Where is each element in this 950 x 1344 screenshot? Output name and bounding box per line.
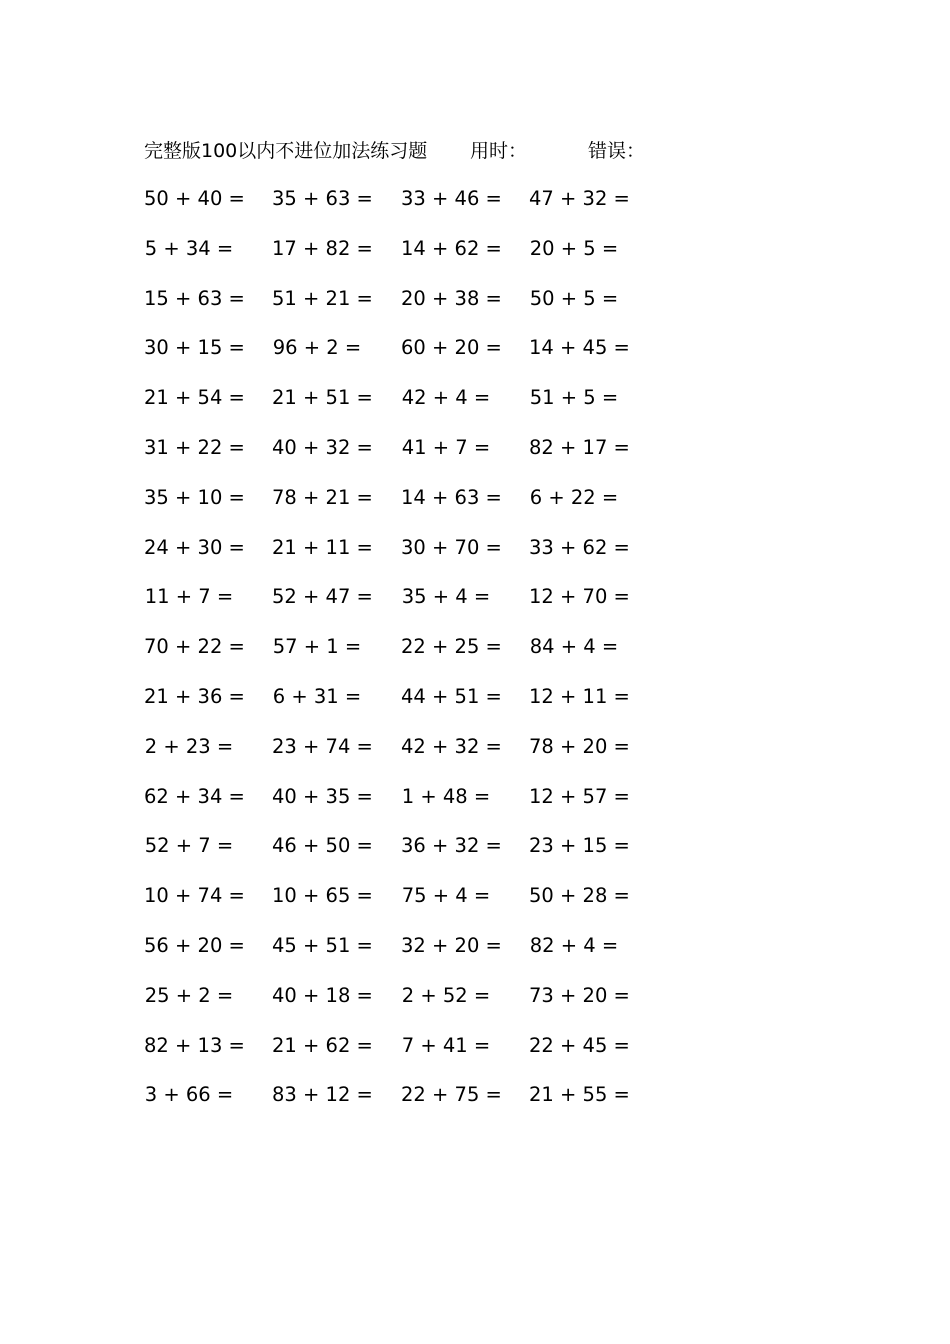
addition-problem: 20 + 5 = (529, 236, 619, 260)
problem-row (144, 582, 684, 632)
addition-problem: 21 + 55 = (529, 1083, 630, 1107)
problem-row (144, 931, 684, 981)
addition-problem: 30 + 15 = (144, 336, 245, 360)
addition-problem: 35 + 10 = (144, 485, 245, 509)
addition-problem: 14 + 45 = (529, 336, 630, 360)
addition-problem: 73 + 20 = (529, 983, 630, 1007)
addition-problem: 24 + 30 = (144, 535, 245, 559)
addition-problem: 14 + 63 = (401, 485, 502, 509)
addition-problem: 22 + 45 = (529, 1033, 630, 1057)
error-label: 错误： (588, 140, 646, 162)
addition-problem: 56 + 20 = (144, 933, 245, 957)
addition-problem: 78 + 21 = (272, 485, 373, 509)
addition-problem: 40 + 35 = (272, 784, 373, 808)
time-label: 用时： (470, 140, 528, 162)
addition-problem: 46 + 50 = (272, 834, 373, 858)
addition-problem: 21 + 51 = (272, 386, 373, 410)
addition-problem: 84 + 4 = (529, 635, 619, 659)
addition-problem: 62 + 34 = (144, 784, 245, 808)
addition-problem: 17 + 82 = (272, 236, 373, 260)
addition-problem: 7 + 41 = (401, 1033, 491, 1057)
addition-problem: 50 + 28 = (529, 884, 630, 908)
addition-problem: 50 + 5 = (529, 286, 619, 310)
addition-problem: 42 + 32 = (401, 734, 502, 758)
problem-row (144, 632, 684, 682)
addition-problem: 14 + 62 = (401, 236, 502, 260)
problem-grid (144, 184, 684, 1130)
addition-problem: 36 + 32 = (401, 834, 502, 858)
problem-row (144, 732, 684, 782)
problem-row (144, 533, 684, 583)
addition-problem: 82 + 4 = (529, 933, 619, 957)
addition-problem: 50 + 40 = (144, 187, 245, 210)
addition-problem: 6 + 22 = (529, 485, 619, 509)
addition-problem: 33 + 62 = (529, 535, 630, 559)
problem-row (144, 881, 684, 931)
addition-problem: 21 + 36 = (144, 684, 245, 708)
addition-problem: 21 + 62 = (272, 1033, 373, 1057)
addition-problem: 23 + 74 = (272, 734, 373, 758)
problem-row (144, 333, 684, 383)
addition-problem: 20 + 38 = (401, 286, 502, 310)
addition-problem: 96 + 2 = (272, 336, 362, 360)
problem-row (144, 682, 684, 732)
addition-problem: 40 + 32 = (272, 435, 373, 459)
addition-problem: 52 + 7 = (144, 834, 234, 858)
addition-problem: 75 + 4 = (401, 884, 491, 908)
addition-problem: 22 + 25 = (401, 635, 502, 659)
addition-problem: 23 + 15 = (529, 834, 630, 858)
addition-problem: 82 + 17 = (529, 435, 630, 459)
addition-problem: 60 + 20 = (401, 336, 502, 360)
addition-problem: 31 + 22 = (144, 435, 245, 459)
addition-problem: 51 + 5 = (529, 386, 619, 410)
addition-problem: 35 + 4 = (401, 585, 491, 609)
addition-problem: 45 + 51 = (272, 933, 373, 957)
addition-problem: 21 + 54 = (144, 386, 245, 410)
problem-row (144, 284, 684, 334)
addition-problem: 15 + 63 = (144, 286, 245, 310)
addition-problem: 32 + 20 = (401, 933, 502, 957)
addition-problem: 5 + 34 = (144, 236, 234, 260)
addition-problem: 57 + 1 = (272, 635, 362, 659)
problem-row (144, 981, 684, 1031)
addition-problem: 40 + 18 = (272, 983, 373, 1007)
addition-problem: 10 + 65 = (272, 884, 373, 908)
addition-problem: 82 + 13 = (144, 1033, 245, 1057)
addition-problem: 42 + 4 = (401, 386, 491, 410)
addition-problem: 41 + 7 = (401, 435, 491, 459)
addition-problem: 51 + 21 = (272, 286, 373, 310)
addition-problem: 47 + 32 = (529, 187, 630, 210)
addition-problem: 2 + 23 = (144, 734, 234, 758)
problem-row (144, 234, 684, 284)
addition-problem: 30 + 70 = (401, 535, 502, 559)
addition-problem: 3 + 66 = (144, 1083, 234, 1107)
addition-problem: 12 + 11 = (529, 684, 630, 708)
addition-problem: 22 + 75 = (401, 1083, 502, 1107)
addition-problem: 78 + 20 = (529, 734, 630, 758)
problem-row (144, 831, 684, 881)
addition-problem: 2 + 52 = (401, 983, 491, 1007)
addition-problem: 11 + 7 = (144, 585, 234, 609)
problem-row (144, 1031, 684, 1081)
addition-problem: 52 + 47 = (272, 585, 373, 609)
addition-problem: 83 + 12 = (272, 1083, 373, 1107)
addition-problem: 21 + 11 = (272, 535, 373, 559)
problem-row (144, 782, 684, 832)
addition-problem: 12 + 57 = (529, 784, 630, 808)
addition-problem: 1 + 48 = (401, 784, 491, 808)
worksheet-title: 完整版100以内不进位加法练习题 (144, 140, 428, 162)
addition-problem: 10 + 74 = (144, 884, 245, 908)
addition-problem: 12 + 70 = (529, 585, 630, 609)
problem-row (144, 483, 684, 533)
problem-row (144, 383, 684, 433)
addition-problem: 25 + 2 = (144, 983, 234, 1007)
addition-problem: 33 + 46 = (401, 187, 502, 210)
problem-row (144, 433, 684, 483)
worksheet-header (144, 136, 744, 166)
problem-row (144, 184, 684, 234)
addition-problem: 70 + 22 = (144, 635, 245, 659)
addition-problem: 44 + 51 = (401, 684, 502, 708)
problem-row (144, 1080, 684, 1130)
addition-problem: 6 + 31 = (272, 684, 362, 708)
addition-problem: 35 + 63 = (272, 187, 373, 210)
